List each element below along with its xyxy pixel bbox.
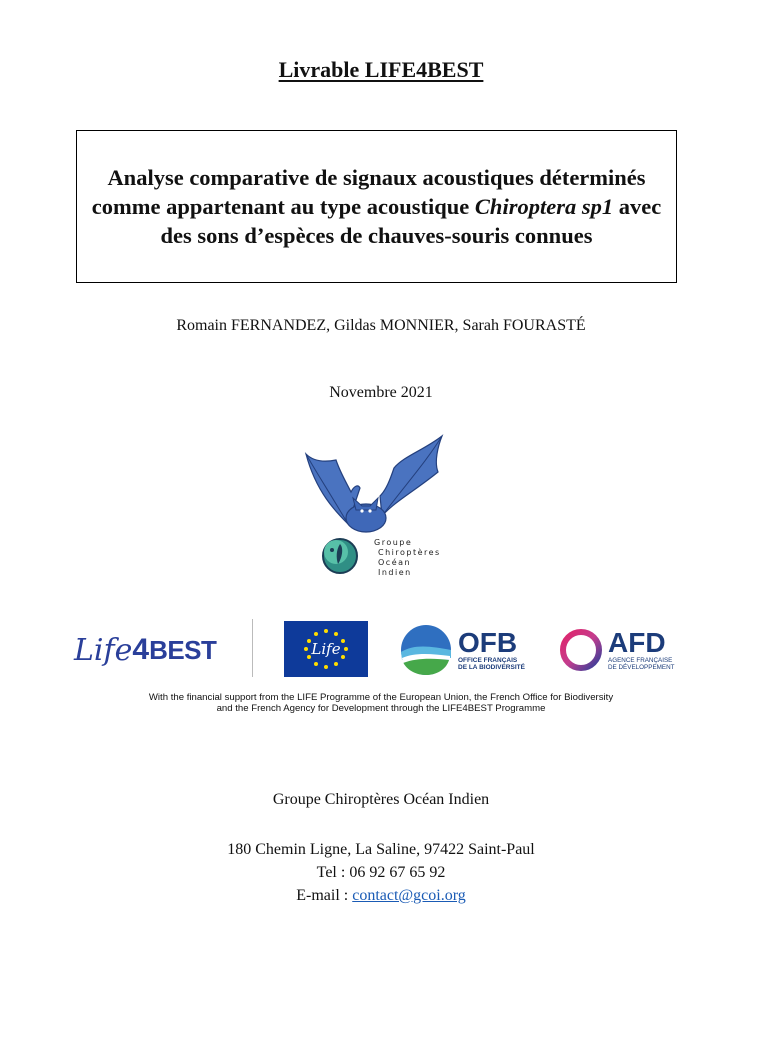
sponsor-logos [70,615,690,685]
contact-block [0,838,762,907]
eu-life-logo [284,621,368,677]
bat-logo-icon [296,432,466,582]
species-name: Chiroptera sp1 [474,194,614,219]
email-line: E-mail : contact@gcoi.org [296,887,466,904]
document-title: Analyse comparative de signaux acoustiques déterminés comme appartenant au type acoustique Chiroptera sp1 avec des sons d’espèces de chauves-souris connues [91,165,662,248]
afd-logo: AFD AGENCE FRANÇAISE DE DÉVELOPPEMENT [558,615,690,685]
telephone: Tel : 06 92 67 65 92 [316,864,446,881]
ofb-emblem-icon [400,624,452,676]
afd-ring-icon [558,627,604,673]
postal-address: 180 Chemin Ligne, La Saline, 97422 Saint-Paul [227,841,535,858]
gcoi-logo [296,432,466,582]
life4best-logo: Life 4 BEST [74,632,217,668]
publication-date: Novembre 2021 [329,384,433,401]
eu-stars-icon [284,621,368,677]
svg-text:Groupe: Groupe [374,538,413,547]
svg-text:Océan: Océan [378,558,412,567]
email-link[interactable]: contact@gcoi.org [352,887,466,904]
svg-text:Chiroptères: Chiroptères [378,548,441,557]
svg-text:Indien: Indien [378,568,412,577]
authors: Romain FERNANDEZ, Gildas MONNIER, Sarah FOURASTÉ [176,317,586,334]
organization-name: Groupe Chiroptères Océan Indien [272,791,490,808]
ofb-logo: OFB OFFICE FRANÇAIS DE LA BIODIVERSITÉ [400,615,540,685]
document-title-box [76,130,677,283]
document-type-heading: Livrable LIFE4BEST [278,57,484,82]
sponsor-divider [252,619,253,677]
financial-support-statement: With the financial support from the LIFE Programme of the European Union, the French Office for Biodiversity and the French Agency for Development through the LIFE4BEST Programme [148,692,614,714]
svg-text:Life: Life [311,640,341,658]
